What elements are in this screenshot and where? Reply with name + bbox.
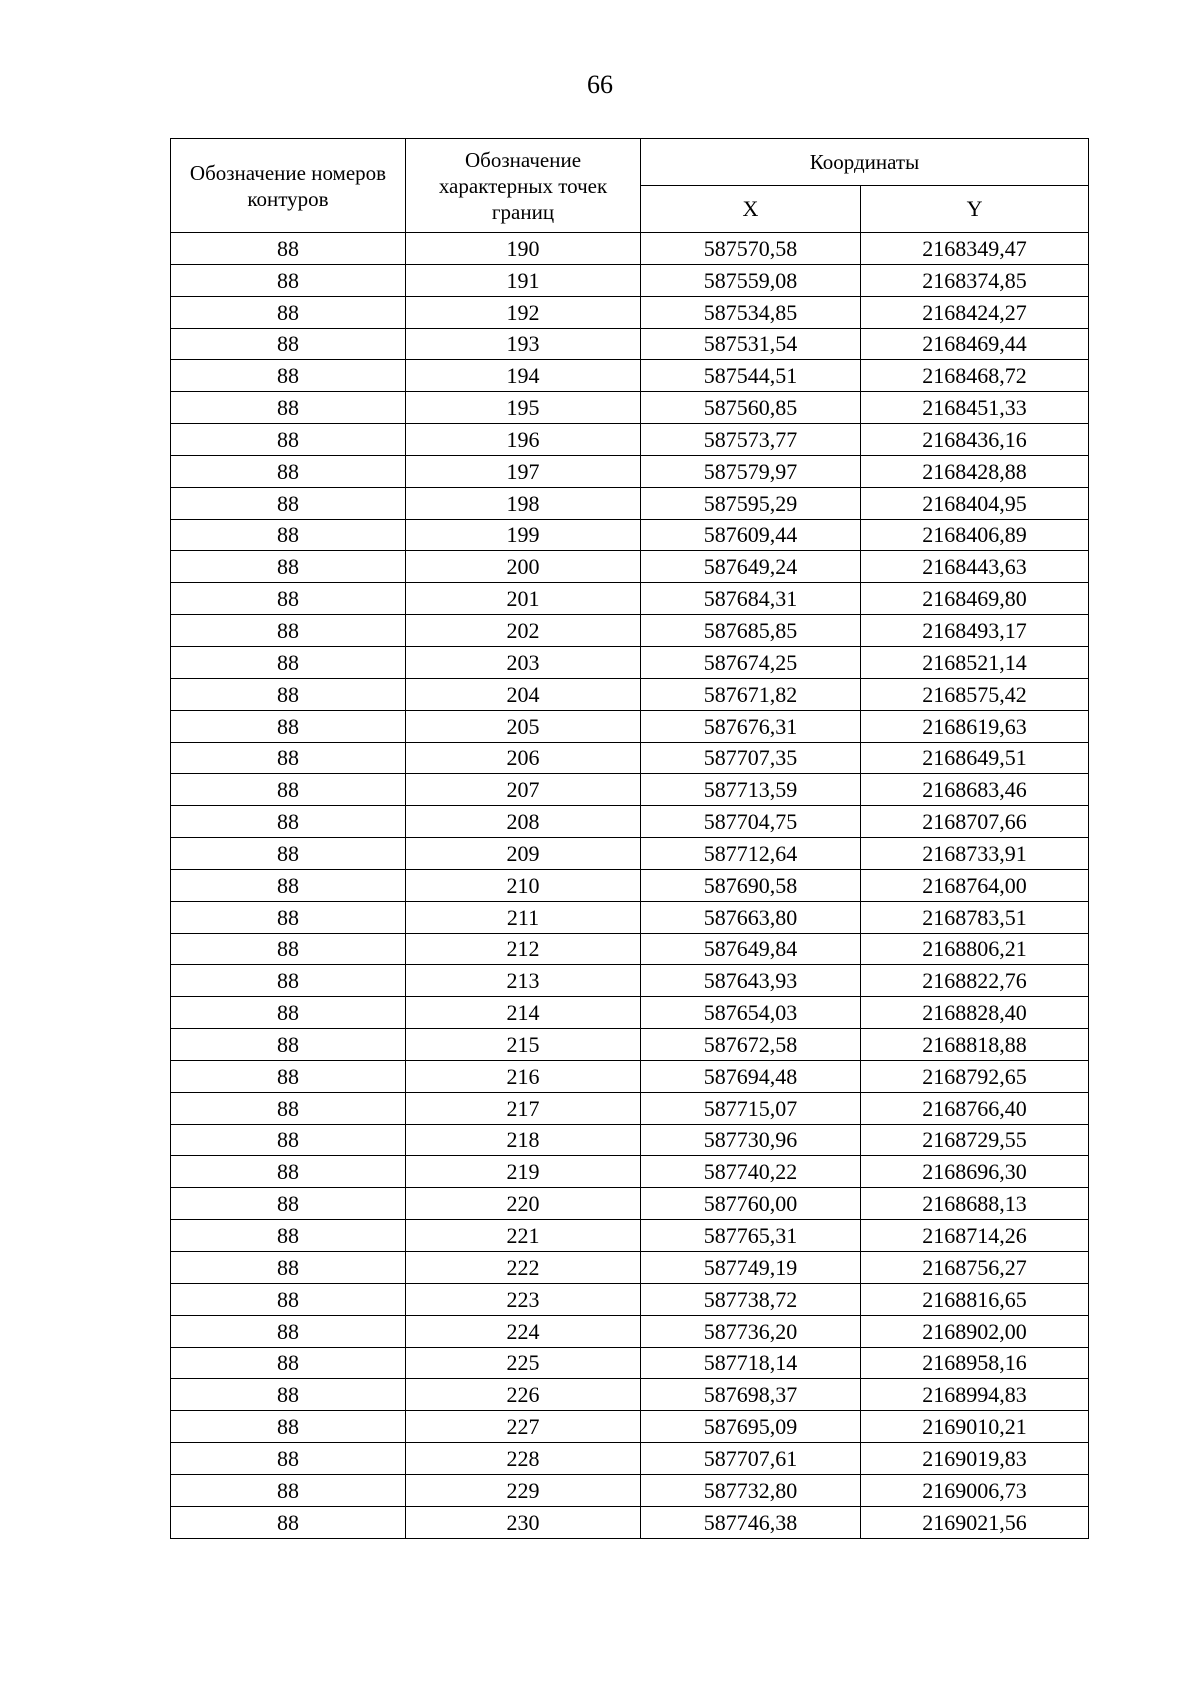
cell-y: 2168714,26 — [861, 1220, 1089, 1252]
cell-point: 196 — [406, 424, 641, 456]
cell-contour: 88 — [171, 1220, 406, 1252]
table-row — [171, 1443, 1089, 1475]
cell-point: 204 — [406, 678, 641, 710]
cell-contour: 88 — [171, 1315, 406, 1347]
cell-point: 208 — [406, 806, 641, 838]
cell-contour: 88 — [171, 1474, 406, 1506]
table-row — [171, 646, 1089, 678]
cell-x: 587663,80 — [641, 901, 861, 933]
cell-point: 206 — [406, 742, 641, 774]
table-row — [171, 296, 1089, 328]
cell-contour: 88 — [171, 583, 406, 615]
cell-x: 587579,97 — [641, 455, 861, 487]
cell-y: 2168451,33 — [861, 392, 1089, 424]
table-row — [171, 710, 1089, 742]
cell-y: 2168764,00 — [861, 869, 1089, 901]
cell-y: 2168493,17 — [861, 615, 1089, 647]
cell-contour: 88 — [171, 1156, 406, 1188]
cell-x: 587712,64 — [641, 838, 861, 870]
cell-x: 587684,31 — [641, 583, 861, 615]
cell-x: 587718,14 — [641, 1347, 861, 1379]
table-body — [171, 233, 1089, 1539]
table-row — [171, 264, 1089, 296]
cell-point: 194 — [406, 360, 641, 392]
cell-point: 197 — [406, 455, 641, 487]
cell-x: 587674,25 — [641, 646, 861, 678]
cell-x: 587760,00 — [641, 1188, 861, 1220]
cell-contour: 88 — [171, 1188, 406, 1220]
coordinates-table — [170, 138, 1089, 1539]
cell-point: 201 — [406, 583, 641, 615]
cell-contour: 88 — [171, 392, 406, 424]
cell-y: 2169019,83 — [861, 1443, 1089, 1475]
cell-point: 200 — [406, 551, 641, 583]
cell-x: 587698,37 — [641, 1379, 861, 1411]
cell-point: 195 — [406, 392, 641, 424]
cell-contour: 88 — [171, 360, 406, 392]
cell-contour: 88 — [171, 1092, 406, 1124]
cell-y: 2168958,16 — [861, 1347, 1089, 1379]
cell-contour: 88 — [171, 1283, 406, 1315]
table-row — [171, 392, 1089, 424]
table-header — [171, 139, 1089, 233]
table-row — [171, 1506, 1089, 1538]
cell-y: 2168469,80 — [861, 583, 1089, 615]
cell-contour: 88 — [171, 1029, 406, 1061]
cell-x: 587704,75 — [641, 806, 861, 838]
table-row — [171, 1283, 1089, 1315]
cell-y: 2168828,40 — [861, 997, 1089, 1029]
cell-point: 226 — [406, 1379, 641, 1411]
cell-x: 587649,24 — [641, 551, 861, 583]
table-row — [171, 678, 1089, 710]
cell-y: 2168374,85 — [861, 264, 1089, 296]
cell-y: 2168818,88 — [861, 1029, 1089, 1061]
cell-y: 2168436,16 — [861, 424, 1089, 456]
cell-y: 2169021,56 — [861, 1506, 1089, 1538]
cell-y: 2168619,63 — [861, 710, 1089, 742]
cell-x: 587732,80 — [641, 1474, 861, 1506]
cell-y: 2168575,42 — [861, 678, 1089, 710]
cell-point: 210 — [406, 869, 641, 901]
cell-contour: 88 — [171, 838, 406, 870]
cell-y: 2168469,44 — [861, 328, 1089, 360]
cell-y: 2168424,27 — [861, 296, 1089, 328]
cell-contour: 88 — [171, 901, 406, 933]
cell-x: 587713,59 — [641, 774, 861, 806]
cell-contour: 88 — [171, 328, 406, 360]
table-row — [171, 1315, 1089, 1347]
cell-contour: 88 — [171, 742, 406, 774]
cell-contour: 88 — [171, 678, 406, 710]
cell-y: 2168766,40 — [861, 1092, 1089, 1124]
cell-contour: 88 — [171, 1411, 406, 1443]
cell-x: 587740,22 — [641, 1156, 861, 1188]
cell-point: 192 — [406, 296, 641, 328]
cell-y: 2168783,51 — [861, 901, 1089, 933]
table-row — [171, 997, 1089, 1029]
table-row — [171, 424, 1089, 456]
cell-x: 587749,19 — [641, 1252, 861, 1284]
cell-x: 587738,72 — [641, 1283, 861, 1315]
cell-y: 2169006,73 — [861, 1474, 1089, 1506]
cell-x: 587534,85 — [641, 296, 861, 328]
cell-point: 199 — [406, 519, 641, 551]
cell-y: 2168349,47 — [861, 233, 1089, 265]
cell-y: 2168822,76 — [861, 965, 1089, 997]
cell-x: 587715,07 — [641, 1092, 861, 1124]
cell-point: 227 — [406, 1411, 641, 1443]
table-row — [171, 328, 1089, 360]
cell-y: 2168428,88 — [861, 455, 1089, 487]
cell-contour: 88 — [171, 1252, 406, 1284]
cell-x: 587595,29 — [641, 487, 861, 519]
cell-point: 193 — [406, 328, 641, 360]
cell-point: 228 — [406, 1443, 641, 1475]
cell-x: 587707,35 — [641, 742, 861, 774]
cell-x: 587544,51 — [641, 360, 861, 392]
cell-contour: 88 — [171, 296, 406, 328]
cell-x: 587730,96 — [641, 1124, 861, 1156]
table-row — [171, 965, 1089, 997]
cell-y: 2168696,30 — [861, 1156, 1089, 1188]
table-row — [171, 1188, 1089, 1220]
cell-contour: 88 — [171, 1124, 406, 1156]
table-row — [171, 806, 1089, 838]
cell-x: 587560,85 — [641, 392, 861, 424]
cell-y: 2168994,83 — [861, 1379, 1089, 1411]
page-number: 66 — [587, 70, 613, 99]
cell-x: 587649,84 — [641, 933, 861, 965]
table-row — [171, 1060, 1089, 1092]
cell-y: 2169010,21 — [861, 1411, 1089, 1443]
cell-contour: 88 — [171, 1060, 406, 1092]
cell-x: 587694,48 — [641, 1060, 861, 1092]
cell-point: 211 — [406, 901, 641, 933]
cell-point: 191 — [406, 264, 641, 296]
cell-point: 223 — [406, 1283, 641, 1315]
table-row — [171, 1252, 1089, 1284]
cell-point: 217 — [406, 1092, 641, 1124]
table-row — [171, 519, 1089, 551]
cell-y: 2168521,14 — [861, 646, 1089, 678]
cell-x: 587531,54 — [641, 328, 861, 360]
table-row — [171, 615, 1089, 647]
cell-point: 203 — [406, 646, 641, 678]
cell-x: 587654,03 — [641, 997, 861, 1029]
cell-point: 213 — [406, 965, 641, 997]
cell-point: 224 — [406, 1315, 641, 1347]
table-row — [171, 233, 1089, 265]
cell-contour: 88 — [171, 710, 406, 742]
table-row — [171, 1029, 1089, 1061]
cell-point: 202 — [406, 615, 641, 647]
cell-x: 587765,31 — [641, 1220, 861, 1252]
cell-contour: 88 — [171, 551, 406, 583]
cell-point: 229 — [406, 1474, 641, 1506]
cell-point: 205 — [406, 710, 641, 742]
cell-y: 2168733,91 — [861, 838, 1089, 870]
cell-y: 2168406,89 — [861, 519, 1089, 551]
table-row — [171, 933, 1089, 965]
cell-x: 587685,85 — [641, 615, 861, 647]
table-row — [171, 487, 1089, 519]
cell-x: 587690,58 — [641, 869, 861, 901]
table-row — [171, 869, 1089, 901]
cell-y: 2168902,00 — [861, 1315, 1089, 1347]
table-row — [171, 1379, 1089, 1411]
cell-y: 2168816,65 — [861, 1283, 1089, 1315]
table-row — [171, 742, 1089, 774]
cell-point: 216 — [406, 1060, 641, 1092]
cell-contour: 88 — [171, 615, 406, 647]
cell-y: 2168688,13 — [861, 1188, 1089, 1220]
cell-x: 587643,93 — [641, 965, 861, 997]
cell-contour: 88 — [171, 869, 406, 901]
cell-point: 212 — [406, 933, 641, 965]
cell-point: 214 — [406, 997, 641, 1029]
cell-contour: 88 — [171, 1443, 406, 1475]
cell-point: 221 — [406, 1220, 641, 1252]
header-points: Обозначение характерных точек границ — [406, 139, 641, 233]
cell-y: 2168683,46 — [861, 774, 1089, 806]
table-row — [171, 1220, 1089, 1252]
cell-contour: 88 — [171, 965, 406, 997]
cell-x: 587676,31 — [641, 710, 861, 742]
cell-contour: 88 — [171, 1379, 406, 1411]
table-row — [171, 1411, 1089, 1443]
header-contour: Обозначение номеров контуров — [171, 139, 406, 233]
cell-contour: 88 — [171, 264, 406, 296]
table-row — [171, 1092, 1089, 1124]
cell-y: 2168806,21 — [861, 933, 1089, 965]
cell-x: 587736,20 — [641, 1315, 861, 1347]
table-row — [171, 1156, 1089, 1188]
table-row — [171, 1124, 1089, 1156]
cell-contour: 88 — [171, 1506, 406, 1538]
cell-contour: 88 — [171, 806, 406, 838]
cell-point: 207 — [406, 774, 641, 806]
cell-contour: 88 — [171, 774, 406, 806]
cell-contour: 88 — [171, 424, 406, 456]
cell-y: 2168729,55 — [861, 1124, 1089, 1156]
cell-y: 2168792,65 — [861, 1060, 1089, 1092]
header-coordinates: Координаты — [641, 139, 1089, 186]
header-x: X — [641, 186, 861, 233]
cell-point: 215 — [406, 1029, 641, 1061]
cell-x: 587695,09 — [641, 1411, 861, 1443]
cell-contour: 88 — [171, 455, 406, 487]
table-row — [171, 838, 1089, 870]
cell-x: 587746,38 — [641, 1506, 861, 1538]
cell-contour: 88 — [171, 487, 406, 519]
table-row — [171, 583, 1089, 615]
cell-x: 587573,77 — [641, 424, 861, 456]
table-row — [171, 1474, 1089, 1506]
table-row — [171, 774, 1089, 806]
cell-x: 587672,58 — [641, 1029, 861, 1061]
table-row — [171, 1347, 1089, 1379]
cell-contour: 88 — [171, 933, 406, 965]
cell-point: 219 — [406, 1156, 641, 1188]
cell-point: 209 — [406, 838, 641, 870]
cell-contour: 88 — [171, 997, 406, 1029]
cell-contour: 88 — [171, 233, 406, 265]
cell-y: 2168649,51 — [861, 742, 1089, 774]
cell-point: 218 — [406, 1124, 641, 1156]
cell-y: 2168443,63 — [861, 551, 1089, 583]
cell-point: 225 — [406, 1347, 641, 1379]
table-row — [171, 551, 1089, 583]
cell-point: 198 — [406, 487, 641, 519]
cell-y: 2168707,66 — [861, 806, 1089, 838]
cell-y: 2168404,95 — [861, 487, 1089, 519]
table-row — [171, 455, 1089, 487]
cell-point: 222 — [406, 1252, 641, 1284]
cell-point: 190 — [406, 233, 641, 265]
cell-contour: 88 — [171, 646, 406, 678]
cell-point: 220 — [406, 1188, 641, 1220]
cell-point: 230 — [406, 1506, 641, 1538]
cell-x: 587671,82 — [641, 678, 861, 710]
table-row — [171, 901, 1089, 933]
cell-x: 587609,44 — [641, 519, 861, 551]
cell-x: 587707,61 — [641, 1443, 861, 1475]
table-row — [171, 360, 1089, 392]
cell-x: 587570,58 — [641, 233, 861, 265]
cell-contour: 88 — [171, 519, 406, 551]
header-y: Y — [861, 186, 1089, 233]
cell-contour: 88 — [171, 1347, 406, 1379]
cell-y: 2168756,27 — [861, 1252, 1089, 1284]
cell-x: 587559,08 — [641, 264, 861, 296]
cell-y: 2168468,72 — [861, 360, 1089, 392]
